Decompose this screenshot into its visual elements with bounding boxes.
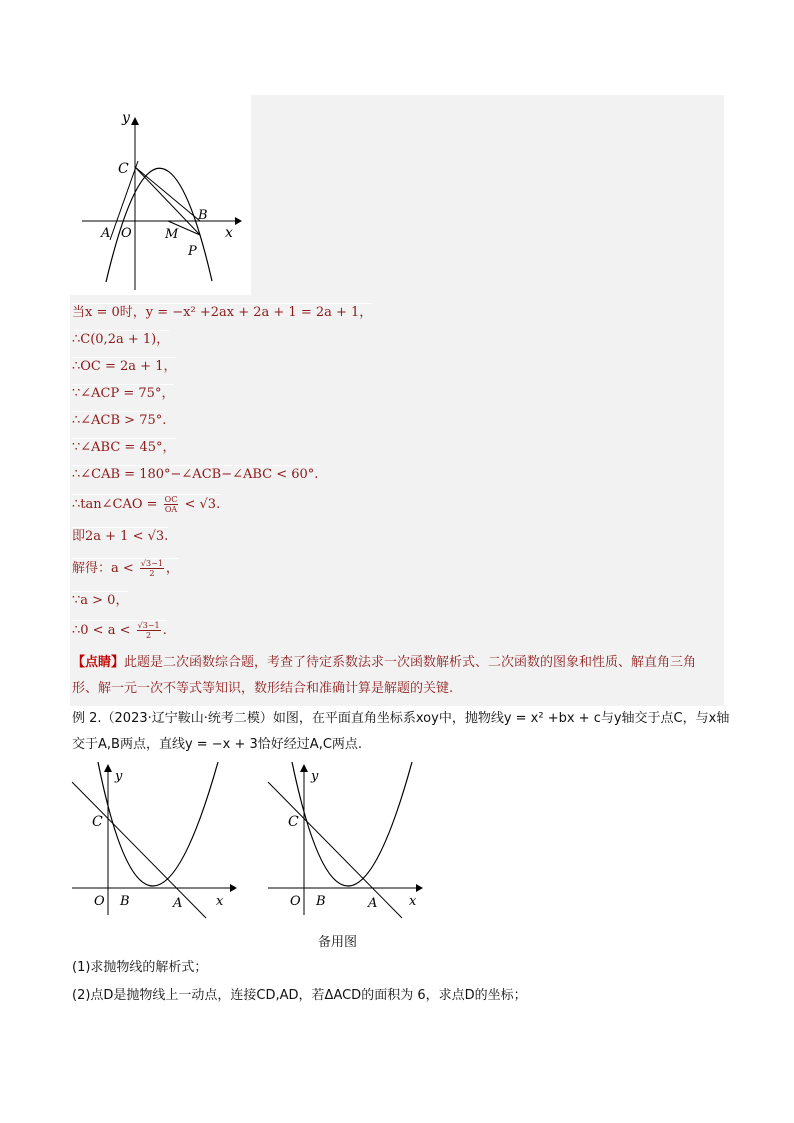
- figure-1-box: [70, 95, 251, 295]
- fig1-label-A: A: [101, 226, 111, 241]
- tan-suffix: < √3.: [180, 497, 221, 512]
- a-frac-den: 2: [149, 569, 155, 578]
- fig2-label-O: O: [94, 894, 105, 909]
- solution-line-tan: [72, 494, 220, 514]
- fig2-label-C: C: [92, 814, 103, 830]
- fig3-label-y: y: [311, 769, 319, 784]
- question-1: (1)求抛物线的解析式；: [72, 960, 208, 975]
- solution-line: ∵∠ABC = 45°，: [72, 440, 176, 455]
- fig3-label-O: O: [290, 894, 301, 909]
- tan-frac-num: OC: [164, 495, 178, 504]
- question-2: (2)点D是抛物线上一动点，连接CD,AD，若ΔACD的面积为 6，求点D的坐标；: [72, 988, 527, 1003]
- fig1-label-x: x: [225, 225, 233, 241]
- solution-line-final: [72, 620, 167, 640]
- tan-frac-den: OA: [164, 505, 178, 514]
- figure-1: [70, 95, 251, 295]
- fig1-label-O: O: [121, 226, 132, 241]
- solution-line: ∴C(0,2a + 1)，: [72, 332, 170, 347]
- solution-line: ∴∠ACB > 75°.: [72, 413, 167, 428]
- comment-block: [72, 650, 722, 702]
- tan-fraction: [164, 495, 179, 514]
- solve-suffix: ，: [165, 561, 179, 576]
- fig2-label-B: B: [120, 894, 130, 909]
- fig1-label-C: C: [118, 161, 129, 177]
- fig2-label-A: A: [173, 896, 183, 911]
- fig2-label-x: x: [216, 894, 224, 909]
- tan-prefix: ∴tan∠CAO =: [72, 497, 162, 512]
- fig1-label-y: y: [122, 110, 130, 126]
- a-frac2-den: 2: [146, 631, 152, 640]
- fig1-label-B: B: [198, 208, 208, 223]
- a-fraction-2: [137, 621, 161, 640]
- figure-3: [266, 760, 436, 920]
- fig3-label-x: x: [409, 894, 417, 909]
- solve-prefix: 解得：a <: [72, 561, 138, 576]
- fig1-label-P: P: [188, 244, 197, 259]
- solution-line: ∵∠ACP = 75°，: [72, 386, 175, 401]
- solution-line: ∴∠CAB = 180°−∠ACB−∠ABC < 60°.: [72, 467, 319, 482]
- fig3-label-A: A: [368, 896, 378, 911]
- solution-line: ∵a > 0，: [72, 593, 129, 608]
- solution-line-solve: [72, 558, 179, 578]
- solution-line: 即2a + 1 < √3.: [72, 529, 169, 544]
- example-2-statement: 例 2.（2023·辽宁鞍山·统考二模）如图，在平面直角坐标系xoy中，抛物线y = x² +bx + c与y轴交于点C，与x轴交于A,B两点，直线y = −x + 3恰好经过A,C两点.: [72, 711, 730, 752]
- fig3-label-B: B: [316, 894, 326, 909]
- a-frac-num: √3−1: [140, 559, 163, 568]
- comment-tag: 【点睛】: [72, 655, 125, 670]
- a-frac2-num: √3−1: [137, 621, 160, 630]
- fig3-label-C: C: [288, 814, 299, 830]
- fig1-label-M: M: [165, 227, 179, 242]
- solution-line: 当x = 0时，y = −x² +2ax + 2a + 1 = 2a + 1，: [72, 305, 373, 320]
- a-fraction: [140, 559, 164, 578]
- figure-2: [70, 760, 240, 920]
- final-suffix: .: [162, 623, 167, 638]
- comment-text: 此题是二次函数综合题，考查了待定系数法求一次函数解析式、二次函数的图象和性质、解直角三角形、解一元一次不等式等知识，数形结合和准确计算是解题的关键.: [72, 655, 697, 696]
- final-prefix: ∴0 < a <: [72, 623, 135, 638]
- spare-figure-caption: 备用图: [318, 935, 358, 950]
- solution-line: ∴OC = 2a + 1，: [72, 359, 177, 374]
- fig2-label-y: y: [115, 769, 123, 784]
